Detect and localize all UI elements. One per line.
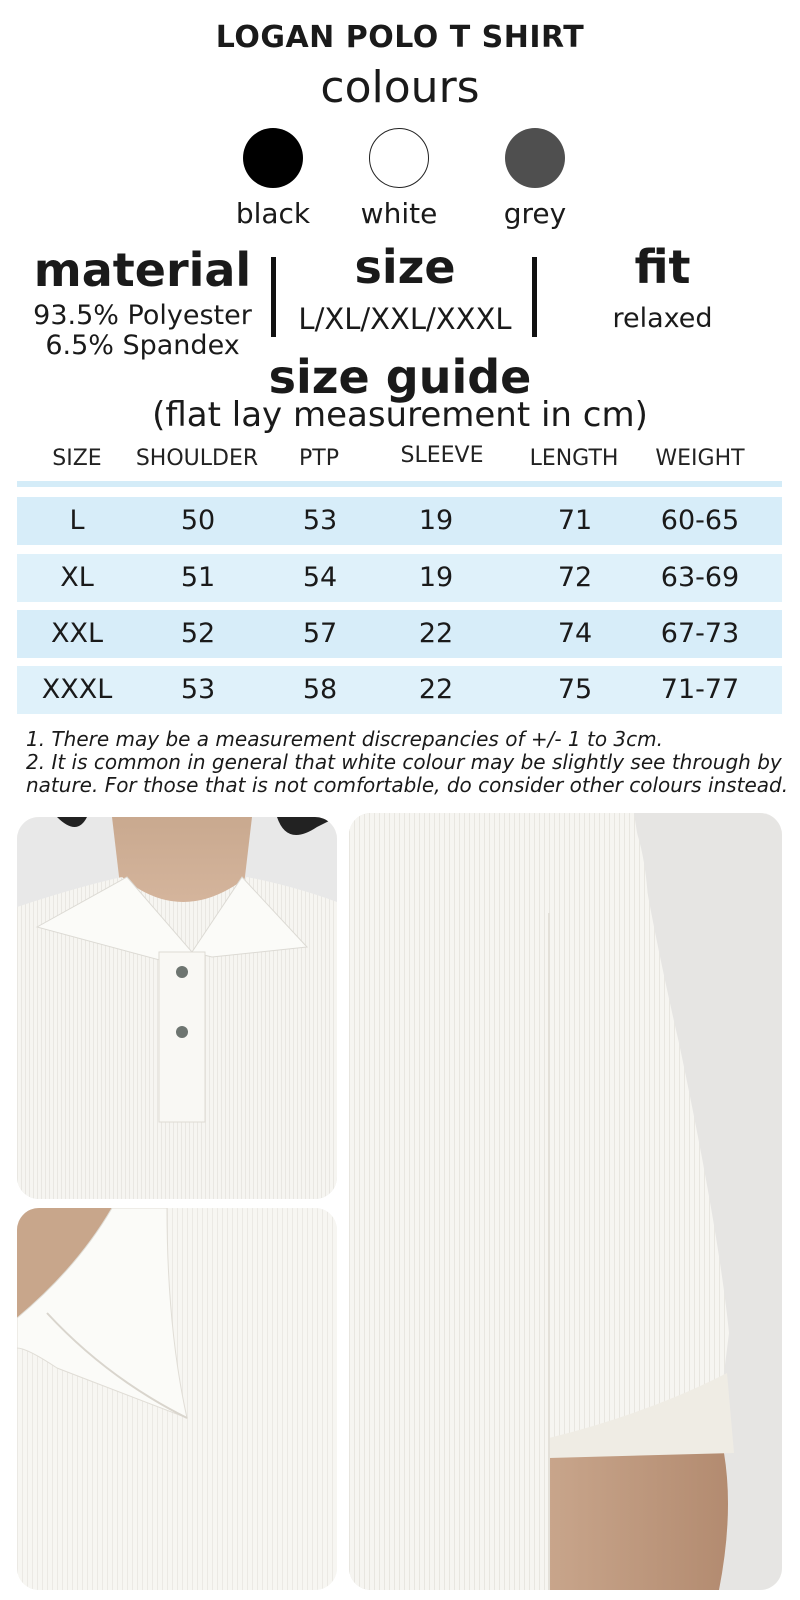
cell-ptp: 53: [302, 505, 338, 536]
cell-shoulder: 50: [180, 505, 216, 536]
cell-weight: 60-65: [660, 505, 740, 536]
cell-size: XXL: [50, 618, 104, 649]
size-guide-heading: size guide: [268, 350, 532, 404]
collar-front-illustration: [17, 817, 337, 1199]
material-line-1: 93.5% Polyester: [33, 300, 252, 331]
cell-sleeve: 19: [418, 505, 454, 536]
product-title: LOGAN POLO T SHIRT: [215, 20, 585, 55]
size-value: L/XL/XXL/XXXL: [298, 302, 512, 336]
swatch-grey[interactable]: [505, 128, 565, 188]
material-heading: material: [33, 243, 252, 297]
cell-length: 71: [557, 505, 593, 536]
fit-value: relaxed: [612, 303, 713, 334]
size-heading: size: [354, 240, 456, 294]
swatch-white[interactable]: [369, 128, 429, 188]
cell-weight: 67-73: [660, 618, 740, 649]
column-header-ptp: PTP: [299, 446, 339, 471]
cell-sleeve: 22: [418, 674, 454, 705]
note-1: 1. There may be a measurement discrepancies of +/- 1 to 3cm.: [26, 727, 663, 751]
swatch-label-black: black: [235, 197, 311, 230]
size-guide-subheading: (flat lay measurement in cm): [152, 395, 648, 435]
sleeve-illustration: [349, 813, 782, 1590]
material-line-2: 6.5% Spandex: [45, 330, 240, 361]
cell-size: XXXL: [41, 674, 113, 705]
cell-shoulder: 53: [180, 674, 216, 705]
cell-weight: 63-69: [660, 562, 740, 593]
spec-divider-right: [532, 257, 537, 337]
notes: [26, 728, 796, 797]
column-header-shoulder: SHOULDER: [135, 446, 259, 471]
swatch-label-grey: grey: [503, 197, 567, 230]
photo-collar-front: [17, 817, 337, 1199]
cell-length: 74: [557, 618, 593, 649]
collar-detail-illustration: [17, 1208, 337, 1590]
fit-heading: fit: [634, 240, 691, 294]
cell-shoulder: 51: [180, 562, 216, 593]
cell-size: XL: [60, 562, 94, 593]
swatch-black[interactable]: [243, 128, 303, 188]
cell-size: L: [69, 505, 85, 536]
spec-divider-left: [271, 257, 276, 337]
column-header-weight: WEIGHT: [655, 446, 745, 471]
cell-sleeve: 19: [418, 562, 454, 593]
cell-ptp: 58: [302, 674, 338, 705]
table-header-divider: [17, 481, 782, 487]
cell-ptp: 57: [302, 618, 338, 649]
cell-weight: 71-77: [660, 674, 740, 705]
column-header-size: SIZE: [52, 446, 102, 471]
column-header-sleeve: SLEEVE: [400, 443, 484, 468]
cell-length: 75: [557, 674, 593, 705]
cell-shoulder: 52: [180, 618, 216, 649]
cell-sleeve: 22: [418, 618, 454, 649]
swatch-label-white: white: [360, 197, 438, 230]
colours-heading: colours: [320, 62, 480, 113]
note-2: 2. It is common in general that white colour may be slightly see through by nature. For those that is not comfortable, do consider other colours instead.: [26, 750, 789, 797]
cell-length: 72: [557, 562, 593, 593]
cell-ptp: 54: [302, 562, 338, 593]
column-header-length: LENGTH: [529, 446, 619, 471]
photo-sleeve: [349, 813, 782, 1590]
photo-collar-detail: [17, 1208, 337, 1590]
